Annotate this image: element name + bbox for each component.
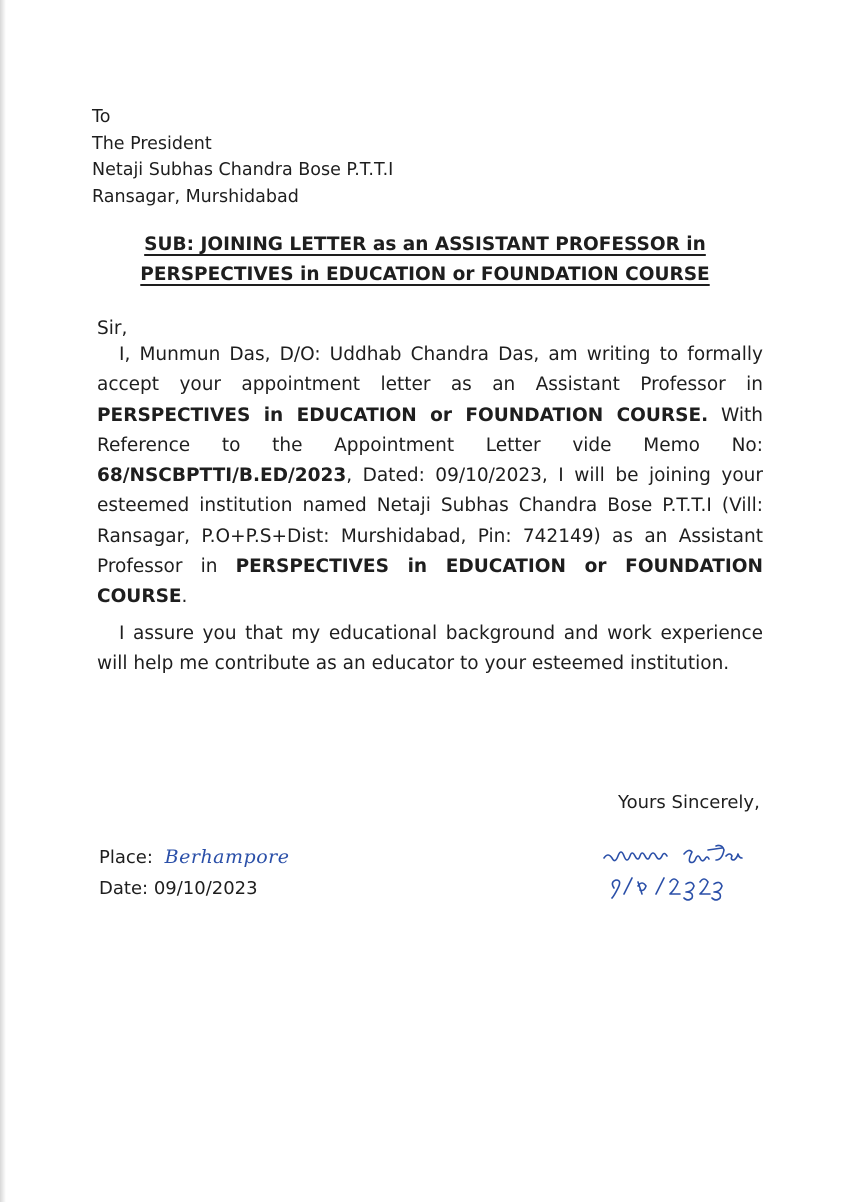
para1-course-bold-1: PERSPECTIVES in EDUCATION or FOUNDATION COURSE. bbox=[97, 404, 709, 426]
recipient-address bbox=[92, 104, 393, 210]
address-line-1: The President bbox=[92, 133, 212, 154]
date-label: Date: bbox=[99, 878, 149, 899]
paragraph-acceptance bbox=[97, 340, 763, 613]
letter-body bbox=[97, 340, 763, 679]
scan-edge-shadow bbox=[0, 0, 6, 1202]
subject-line-1: SUB: JOINING LETTER as an ASSISTANT PROFESSOR in bbox=[144, 234, 706, 255]
para1-text-1: I, Munmun Das, D/O: Uddhab Chandra Das, am writing to formally accept your appointment letter as an Assistant Professor in bbox=[97, 344, 763, 396]
address-line-3: Ransagar, Murshidabad bbox=[92, 186, 299, 207]
subject-line-2: PERSPECTIVES in EDUCATION or FOUNDATION COURSE bbox=[140, 264, 710, 285]
date-line bbox=[99, 878, 258, 899]
subject-heading bbox=[80, 230, 770, 290]
handwritten-signature bbox=[598, 836, 768, 906]
memo-number: 68/NSCBPTTI/B.ED/2023 bbox=[97, 465, 347, 487]
para1-course-bold-2: PERSPECTIVES in EDUCATION or FOUNDATION COURSE bbox=[97, 556, 764, 608]
para1-text-4: . bbox=[181, 586, 188, 608]
address-to: To bbox=[92, 107, 111, 127]
place-value-handwritten: Berhampore bbox=[164, 846, 290, 868]
para1-text-2: With Reference to the Appointment Letter vide Memo No: bbox=[97, 404, 764, 456]
paragraph-assurance: I assure you that my educational background and work experience will help me contribute as an educator to your esteemed institution. bbox=[97, 622, 763, 674]
place-label: Place: bbox=[99, 847, 153, 868]
closing: Yours Sincerely, bbox=[618, 792, 760, 813]
date-value: 09/10/2023 bbox=[153, 878, 258, 899]
salutation: Sir, bbox=[97, 318, 128, 339]
para1-text-3: , Dated: 09/10/2023, I will be joining your esteemed institution named Netaji Subhas Chandra Bose P.T.T.I (Vill: Ransagar, P.O+P.S+Dist: Murshidabad, Pin: 742149) as an Assistant Professor in bbox=[97, 465, 763, 578]
address-line-2: Netaji Subhas Chandra Bose P.T.T.I bbox=[92, 160, 394, 180]
place-line bbox=[99, 846, 289, 868]
